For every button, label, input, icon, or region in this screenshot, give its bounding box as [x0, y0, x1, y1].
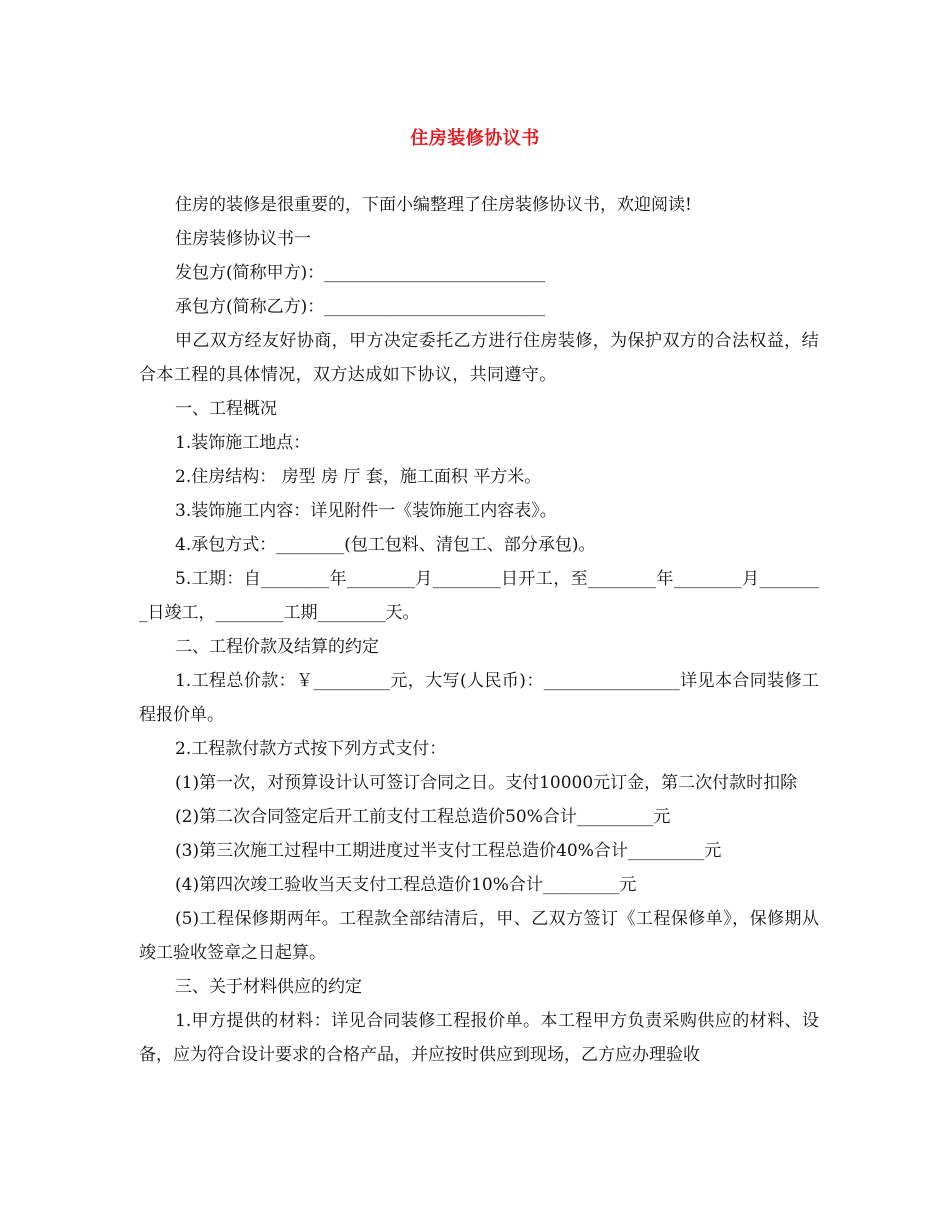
paragraph-section-2-heading: 二、工程价款及结算的约定 [175, 637, 379, 657]
paragraph-party-a: 发包方(简称甲方)：__________________________ [175, 263, 546, 283]
paragraph-3-1: 1.甲方提供的材料：详见合同装修工程报价单。本工程甲方负责采购供应的材料、设备，应为符合设计要求的合格产品，并应按时供应到现场，乙方应办理验收 [139, 1011, 819, 1065]
paragraph-1-3: 3.装饰施工内容：详见附件一《装饰施工内容表》。 [175, 501, 557, 521]
document-body [139, 188, 819, 1072]
paragraph-section-1-heading: 一、工程概况 [175, 399, 277, 419]
paragraph-1-4: 4.承包方式：________(包工包料、清包工、部分承包)。 [175, 535, 596, 555]
paragraph-section-3-heading: 三、关于材料供应的约定 [175, 977, 362, 997]
paragraph-2-2-5: (5)工程保修期两年。工程款全部结清后，甲、乙双方签订《工程保修单》，保修期从竣工验收签章之日起算。 [139, 909, 819, 963]
paragraph-preamble: 甲乙双方经友好协商，甲方决定委托乙方进行住房装修，为保护双方的合法权益，结合本工程的具体情况，双方达成如下协议，共同遵守。 [139, 331, 819, 385]
paragraph-2-2: 2.工程款付款方式按下列方式支付： [175, 739, 447, 759]
paragraph-1-2: 2.住房结构： 房型 房 厅 套，施工面积 平方米。 [175, 467, 542, 487]
paragraph-2-1: 1.工程总价款：￥_________元，大写(人民币)：________________详见本合同装修工程报价单。 [139, 671, 819, 725]
paragraph-2-2-1: (1)第一次，对预算设计认可签订合同之日。支付10000元订金，第二次付款时扣除 [175, 773, 798, 793]
paragraph-1-1: 1.装饰施工地点： [175, 433, 311, 453]
paragraph-2-2-4: (4)第四次竣工验收当天支付工程总造价10%合计_________元 [175, 875, 637, 895]
paragraph-party-b: 承包方(简称乙方)：__________________________ [175, 297, 546, 317]
paragraph-intro: 住房的装修是很重要的，下面小编整理了住房装修协议书，欢迎阅读! [175, 195, 692, 215]
document-title: 住房装修协议书 [410, 128, 540, 149]
paragraph-2-2-2: (2)第二次合同签定后开工前支付工程总造价50%合计_________元 [175, 807, 671, 827]
paragraph-heading-agreement-one: 住房装修协议书一 [175, 229, 311, 249]
paragraph-2-2-3: (3)第三次施工过程中工期进度过半支付工程总造价40%合计_________元 [175, 841, 722, 861]
paragraph-1-5: 5.工期：自________年________月________日开工，至________年________月________日竣工，________工期________天。 [139, 569, 819, 623]
